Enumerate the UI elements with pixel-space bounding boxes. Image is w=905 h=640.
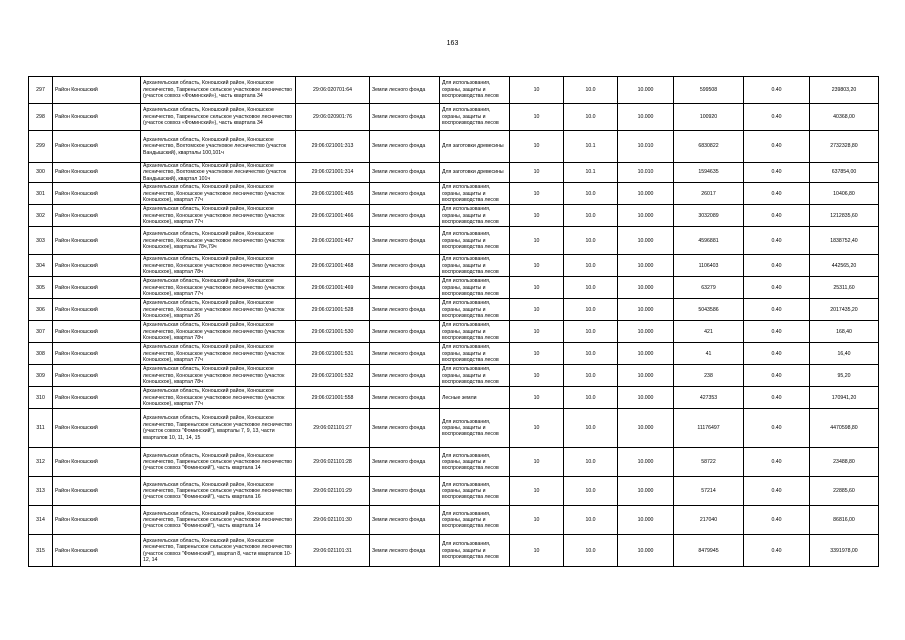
location-cell: Архангельская область, Коношский район, Коношское лесничество, Коношское участковое лесничество (участок Коношское), квартал 78ч [141, 321, 296, 343]
value-2-cell: 10.0 [564, 387, 618, 409]
cadastral-number-cell: 29:06:021001:314 [296, 163, 370, 183]
area-cell: 238 [674, 365, 744, 387]
permitted-use-cell: Для использования, охраны, защиты и воспроизводства лесов [440, 477, 510, 506]
cadastral-number-cell: 29:06:021001:531 [296, 343, 370, 365]
value-3-cell: 10.000 [618, 409, 674, 448]
row-number: 301 [29, 183, 53, 205]
amount-cell: 442565,20 [810, 255, 879, 277]
district-cell: Район Коношский [53, 365, 141, 387]
location-cell: Архангельская область, Коношский район, Коношское лесничество, Тавреньгское сельское участковое лесничество (участок совхоз "Фоминский"), часть квартала 14 [141, 506, 296, 535]
value-1-cell: 10 [510, 77, 564, 104]
district-cell: Район Коношский [53, 343, 141, 365]
value-3-cell: 10.000 [618, 255, 674, 277]
area-cell: 1594635 [674, 163, 744, 183]
value-3-cell: 10.000 [618, 321, 674, 343]
value-2-cell: 10.1 [564, 163, 618, 183]
table-row [29, 183, 879, 205]
district-cell: Район Коношский [53, 387, 141, 409]
district-cell: Район Коношский [53, 409, 141, 448]
district-cell: Район Коношский [53, 205, 141, 227]
rate-cell: 0.40 [744, 387, 810, 409]
value-1-cell: 10 [510, 409, 564, 448]
area-cell: 8479945 [674, 535, 744, 567]
amount-cell: 10406,80 [810, 183, 879, 205]
land-category-cell: Земли лесного фонда [370, 77, 440, 104]
rate-cell: 0.40 [744, 321, 810, 343]
rate-cell: 0.40 [744, 104, 810, 131]
value-3-cell: 10.000 [618, 104, 674, 131]
table-row [29, 104, 879, 131]
permitted-use-cell: Для использования, охраны, защиты и воспроизводства лесов [440, 227, 510, 255]
rate-cell: 0.40 [744, 365, 810, 387]
value-2-cell: 10.0 [564, 477, 618, 506]
location-cell: Архангельская область, Коношский район, Коношское лесничество, Коношское участковое лесничество (участок Коношское), квартал 78ч [141, 365, 296, 387]
area-cell: 4596881 [674, 227, 744, 255]
rate-cell: 0.40 [744, 163, 810, 183]
amount-cell: 4470598,80 [810, 409, 879, 448]
value-1-cell: 10 [510, 227, 564, 255]
area-cell: 63279 [674, 277, 744, 299]
value-3-cell: 10.000 [618, 343, 674, 365]
row-number: 297 [29, 77, 53, 104]
row-number: 307 [29, 321, 53, 343]
amount-cell: 170941,20 [810, 387, 879, 409]
amount-cell: 22885,60 [810, 477, 879, 506]
location-cell: Архангельская область, Коношский район, Коношское лесничество, Коношское участковое лесничество (участок Коношское), квартал 77ч [141, 277, 296, 299]
district-cell: Район Коношский [53, 163, 141, 183]
location-cell: Архангельская область, Коношский район, Коношское лесничество, Вохтомское участковое лесничество (участок Вандышский), кварталы 100,101ч [141, 131, 296, 163]
land-category-cell: Земли лесного фонда [370, 365, 440, 387]
land-category-cell: Земли лесного фонда [370, 477, 440, 506]
cadastral-number-cell: 29:06:021001:528 [296, 299, 370, 321]
value-1-cell: 10 [510, 163, 564, 183]
value-2-cell: 10.0 [564, 365, 618, 387]
row-number: 310 [29, 387, 53, 409]
row-number: 312 [29, 448, 53, 477]
area-cell: 421 [674, 321, 744, 343]
permitted-use-cell: Для использования, охраны, защиты и воспроизводства лесов [440, 448, 510, 477]
amount-cell: 40368,00 [810, 104, 879, 131]
location-cell: Архангельская область, Коношский район, Коношское лесничество, Тавреньгское сельское участковое лесничество (участок совхоз «Фоминский»), часть квартала 34 [141, 104, 296, 131]
cadastral-number-cell: 29:06:021001:530 [296, 321, 370, 343]
district-cell: Район Коношский [53, 535, 141, 567]
cadastral-number-cell: 29:06:021101:28 [296, 448, 370, 477]
district-cell: Район Коношский [53, 277, 141, 299]
district-cell: Район Коношский [53, 131, 141, 163]
value-1-cell: 10 [510, 104, 564, 131]
cadastral-number-cell: 29:06:020701:64 [296, 77, 370, 104]
land-category-cell: Земли лесного фонда [370, 387, 440, 409]
permitted-use-cell: Для использования, охраны, защиты и воспроизводства лесов [440, 277, 510, 299]
rate-cell: 0.40 [744, 205, 810, 227]
permitted-use-cell: Для заготовки древесины [440, 131, 510, 163]
table-row [29, 365, 879, 387]
cadastral-number-cell: 29:06:021101:27 [296, 409, 370, 448]
area-cell: 427353 [674, 387, 744, 409]
location-cell: Архангельская область, Коношский район, Коношское лесничество, Коношское участковое лесничество (участок Коношское), квартал 26 [141, 299, 296, 321]
table-row [29, 343, 879, 365]
permitted-use-cell: Для использования, охраны, защиты и воспроизводства лесов [440, 365, 510, 387]
value-2-cell: 10.0 [564, 255, 618, 277]
district-cell: Район Коношский [53, 77, 141, 104]
amount-cell: 16,40 [810, 343, 879, 365]
value-3-cell: 10.000 [618, 535, 674, 567]
location-cell: Архангельская область, Коношский район, Коношское лесничество, Коношское участковое лесничество (участок Коношское), квартал 77ч [141, 205, 296, 227]
table-row [29, 409, 879, 448]
land-category-cell: Земли лесного фонда [370, 183, 440, 205]
table-row [29, 163, 879, 183]
location-cell: Архангельская область, Коношский район, Коношское лесничество, Тавреньгское сельское участковое лесничество (участок совхоз "Фоминский"), часть квартала 16 [141, 477, 296, 506]
permitted-use-cell: Для использования, охраны, защиты и воспроизводства лесов [440, 77, 510, 104]
land-category-cell: Земли лесного фонда [370, 506, 440, 535]
permitted-use-cell: Лесные земли [440, 387, 510, 409]
row-number: 311 [29, 409, 53, 448]
permitted-use-cell: Для использования, охраны, защиты и воспроизводства лесов [440, 255, 510, 277]
location-cell: Архангельская область, Коношский район, Коношское лесничество, Коношское участковое лесничество (участок Коношское), кварталы 78ч,79ч [141, 227, 296, 255]
amount-cell: 95,20 [810, 365, 879, 387]
rate-cell: 0.40 [744, 77, 810, 104]
page-number: 163 [446, 40, 459, 47]
district-cell: Район Коношский [53, 321, 141, 343]
table-row [29, 535, 879, 567]
row-number: 298 [29, 104, 53, 131]
value-1-cell: 10 [510, 387, 564, 409]
row-number: 302 [29, 205, 53, 227]
cadastral-number-cell: 29:06:021001:558 [296, 387, 370, 409]
amount-cell: 2017435,20 [810, 299, 879, 321]
land-category-cell: Земли лесного фонда [370, 448, 440, 477]
amount-cell: 86816,00 [810, 506, 879, 535]
table-row [29, 477, 879, 506]
row-number: 314 [29, 506, 53, 535]
value-1-cell: 10 [510, 535, 564, 567]
area-cell: 217040 [674, 506, 744, 535]
permitted-use-cell: Для использования, охраны, защиты и воспроизводства лесов [440, 535, 510, 567]
table-row [29, 205, 879, 227]
cadastral-number-cell: 29:06:021001:466 [296, 205, 370, 227]
value-3-cell: 10.000 [618, 365, 674, 387]
amount-cell: 3391978,00 [810, 535, 879, 567]
value-3-cell: 10.000 [618, 448, 674, 477]
value-3-cell: 10.010 [618, 131, 674, 163]
rate-cell: 0.40 [744, 409, 810, 448]
value-2-cell: 10.0 [564, 535, 618, 567]
row-number: 299 [29, 131, 53, 163]
location-cell: Архангельская область, Коношский район, Коношское лесничество, Тавреньгское сельское участковое лесничество (участок совхоз "Фоминский"), квартал 8, части кварталов 10-12, 14 [141, 535, 296, 567]
row-number: 300 [29, 163, 53, 183]
cadastral-number-cell: 29:06:021001:467 [296, 227, 370, 255]
district-cell: Район Коношский [53, 227, 141, 255]
value-3-cell: 10.000 [618, 183, 674, 205]
rate-cell: 0.40 [744, 255, 810, 277]
cadastral-number-cell: 29:06:020901:76 [296, 104, 370, 131]
value-1-cell: 10 [510, 299, 564, 321]
value-1-cell: 10 [510, 448, 564, 477]
area-cell: 5043586 [674, 299, 744, 321]
district-cell: Район Коношский [53, 183, 141, 205]
value-3-cell: 10.000 [618, 477, 674, 506]
cadastral-number-cell: 29:06:021101:30 [296, 506, 370, 535]
table-row [29, 506, 879, 535]
table-row [29, 387, 879, 409]
cadastral-number-cell: 29:06:021101:31 [296, 535, 370, 567]
permitted-use-cell: Для использования, охраны, защиты и воспроизводства лесов [440, 205, 510, 227]
row-number: 308 [29, 343, 53, 365]
district-cell: Район Коношский [53, 448, 141, 477]
rate-cell: 0.40 [744, 535, 810, 567]
area-cell: 11176497 [674, 409, 744, 448]
value-3-cell: 10.000 [618, 277, 674, 299]
value-2-cell: 10.0 [564, 205, 618, 227]
location-cell: Архангельская область, Коношский район, Коношское лесничество, Вохтомское участковое лесничество (участок Вандышский), квартал 101ч [141, 163, 296, 183]
amount-cell: 1212835,60 [810, 205, 879, 227]
amount-cell: 168,40 [810, 321, 879, 343]
rate-cell: 0.40 [744, 131, 810, 163]
land-category-cell: Земли лесного фонда [370, 299, 440, 321]
permitted-use-cell: Для использования, охраны, защиты и воспроизводства лесов [440, 104, 510, 131]
location-cell: Архангельская область, Коношский район, Коношское лесничество, Тавреньгское сельское участковое лесничество (участок совхоз "Фоминский"), часть квартала 14 [141, 448, 296, 477]
value-2-cell: 10.0 [564, 277, 618, 299]
cadastral-number-cell: 29:06:021001:313 [296, 131, 370, 163]
amount-cell: 239803,20 [810, 77, 879, 104]
cadastral-number-cell: 29:06:021001:465 [296, 183, 370, 205]
value-2-cell: 10.0 [564, 343, 618, 365]
value-1-cell: 10 [510, 183, 564, 205]
location-cell: Архангельская область, Коношский район, Коношское лесничество, Коношское участковое лесничество (участок Коношское), квартал 77ч [141, 387, 296, 409]
rate-cell: 0.40 [744, 277, 810, 299]
value-3-cell: 10.000 [618, 506, 674, 535]
value-1-cell: 10 [510, 321, 564, 343]
location-cell: Архангельская область, Коношский район, Коношское лесничество, Тавреньгское сельское участковое лесничество (участок совхоз «Фоминский»), часть квартала 34 [141, 77, 296, 104]
row-number: 303 [29, 227, 53, 255]
value-3-cell: 10.000 [618, 205, 674, 227]
land-category-cell: Земли лесного фонда [370, 321, 440, 343]
value-2-cell: 10.0 [564, 299, 618, 321]
permitted-use-cell: Для использования, охраны, защиты и воспроизводства лесов [440, 506, 510, 535]
table-row [29, 77, 879, 104]
value-2-cell: 10.0 [564, 321, 618, 343]
table-row [29, 321, 879, 343]
rate-cell: 0.40 [744, 343, 810, 365]
amount-cell: 23488,80 [810, 448, 879, 477]
area-cell: 26017 [674, 183, 744, 205]
row-number: 306 [29, 299, 53, 321]
district-cell: Район Коношский [53, 299, 141, 321]
table-row [29, 227, 879, 255]
area-cell: 41 [674, 343, 744, 365]
land-category-cell: Земли лесного фонда [370, 104, 440, 131]
district-cell: Район Коношский [53, 506, 141, 535]
cadastral-number-cell: 29:06:021001:532 [296, 365, 370, 387]
district-cell: Район Коношский [53, 477, 141, 506]
value-2-cell: 10.0 [564, 77, 618, 104]
location-cell: Архангельская область, Коношский район, Коношское лесничество, Коношское участковое лесничество (участок Коношское), квартал 77ч [141, 343, 296, 365]
permitted-use-cell: Для использования, охраны, защиты и воспроизводства лесов [440, 183, 510, 205]
land-category-cell: Земли лесного фонда [370, 131, 440, 163]
cadastral-number-cell: 29:06:021101:29 [296, 477, 370, 506]
value-2-cell: 10.0 [564, 104, 618, 131]
rate-cell: 0.40 [744, 299, 810, 321]
value-1-cell: 10 [510, 477, 564, 506]
land-category-cell: Земли лесного фонда [370, 227, 440, 255]
permitted-use-cell: Для использования, охраны, защиты и воспроизводства лесов [440, 321, 510, 343]
value-3-cell: 10.000 [618, 227, 674, 255]
value-1-cell: 10 [510, 506, 564, 535]
land-category-cell: Земли лесного фонда [370, 343, 440, 365]
table-row [29, 299, 879, 321]
row-number: 305 [29, 277, 53, 299]
district-cell: Район Коношский [53, 104, 141, 131]
table-body [29, 77, 879, 567]
land-category-cell: Земли лесного фонда [370, 205, 440, 227]
land-category-cell: Земли лесного фонда [370, 535, 440, 567]
amount-cell: 1838752,40 [810, 227, 879, 255]
area-cell: 58722 [674, 448, 744, 477]
permitted-use-cell: Для использования, охраны, защиты и воспроизводства лесов [440, 409, 510, 448]
value-3-cell: 10.000 [618, 299, 674, 321]
row-number: 304 [29, 255, 53, 277]
permitted-use-cell: Для использования, охраны, защиты и воспроизводства лесов [440, 299, 510, 321]
rate-cell: 0.40 [744, 506, 810, 535]
table-row [29, 131, 879, 163]
location-cell: Архангельская область, Коношский район, Коношское лесничество, Тавреньгское сельское участковое лесничество (участок совхоз "Фоминский"), кварталы 7, 9, 13, части кварталов 10, 11, 14, 15 [141, 409, 296, 448]
value-1-cell: 10 [510, 365, 564, 387]
value-2-cell: 10.0 [564, 506, 618, 535]
table-row [29, 277, 879, 299]
value-2-cell: 10.0 [564, 448, 618, 477]
value-1-cell: 10 [510, 255, 564, 277]
amount-cell: 2732328,80 [810, 131, 879, 163]
cadastral-number-cell: 29:06:021001:469 [296, 277, 370, 299]
area-cell: 599508 [674, 77, 744, 104]
value-3-cell: 10.000 [618, 387, 674, 409]
amount-cell: 25311,60 [810, 277, 879, 299]
row-number: 309 [29, 365, 53, 387]
location-cell: Архангельская область, Коношский район, Коношское лесничество, Коношское участковое лесничество (участок Коношское), квартал 78ч [141, 255, 296, 277]
value-2-cell: 10.0 [564, 227, 618, 255]
area-cell: 100920 [674, 104, 744, 131]
district-cell: Район Коношский [53, 255, 141, 277]
area-cell: 6830822 [674, 131, 744, 163]
permitted-use-cell: Для заготовки древесины [440, 163, 510, 183]
table-row [29, 255, 879, 277]
value-2-cell: 10.0 [564, 409, 618, 448]
table-row [29, 448, 879, 477]
land-category-cell: Земли лесного фонда [370, 163, 440, 183]
row-number: 315 [29, 535, 53, 567]
value-1-cell: 10 [510, 343, 564, 365]
land-category-cell: Земли лесного фонда [370, 255, 440, 277]
permitted-use-cell: Для использования, охраны, защиты и воспроизводства лесов [440, 343, 510, 365]
value-2-cell: 10.0 [564, 183, 618, 205]
rate-cell: 0.40 [744, 477, 810, 506]
value-2-cell: 10.1 [564, 131, 618, 163]
value-3-cell: 10.010 [618, 163, 674, 183]
rate-cell: 0.40 [744, 227, 810, 255]
value-1-cell: 10 [510, 277, 564, 299]
area-cell: 1106403 [674, 255, 744, 277]
value-1-cell: 10 [510, 205, 564, 227]
area-cell: 57214 [674, 477, 744, 506]
land-category-cell: Земли лесного фонда [370, 409, 440, 448]
area-cell: 3032089 [674, 205, 744, 227]
amount-cell: 637854,00 [810, 163, 879, 183]
rate-cell: 0.40 [744, 448, 810, 477]
row-number: 313 [29, 477, 53, 506]
location-cell: Архангельская область, Коношский район, Коношское лесничество, Коношское участковое лесничество (участок Коношское), квартал 77ч [141, 183, 296, 205]
value-3-cell: 10.000 [618, 77, 674, 104]
land-plots-table [28, 76, 879, 567]
land-category-cell: Земли лесного фонда [370, 277, 440, 299]
cadastral-number-cell: 29:06:021001:468 [296, 255, 370, 277]
value-1-cell: 10 [510, 131, 564, 163]
rate-cell: 0.40 [744, 183, 810, 205]
